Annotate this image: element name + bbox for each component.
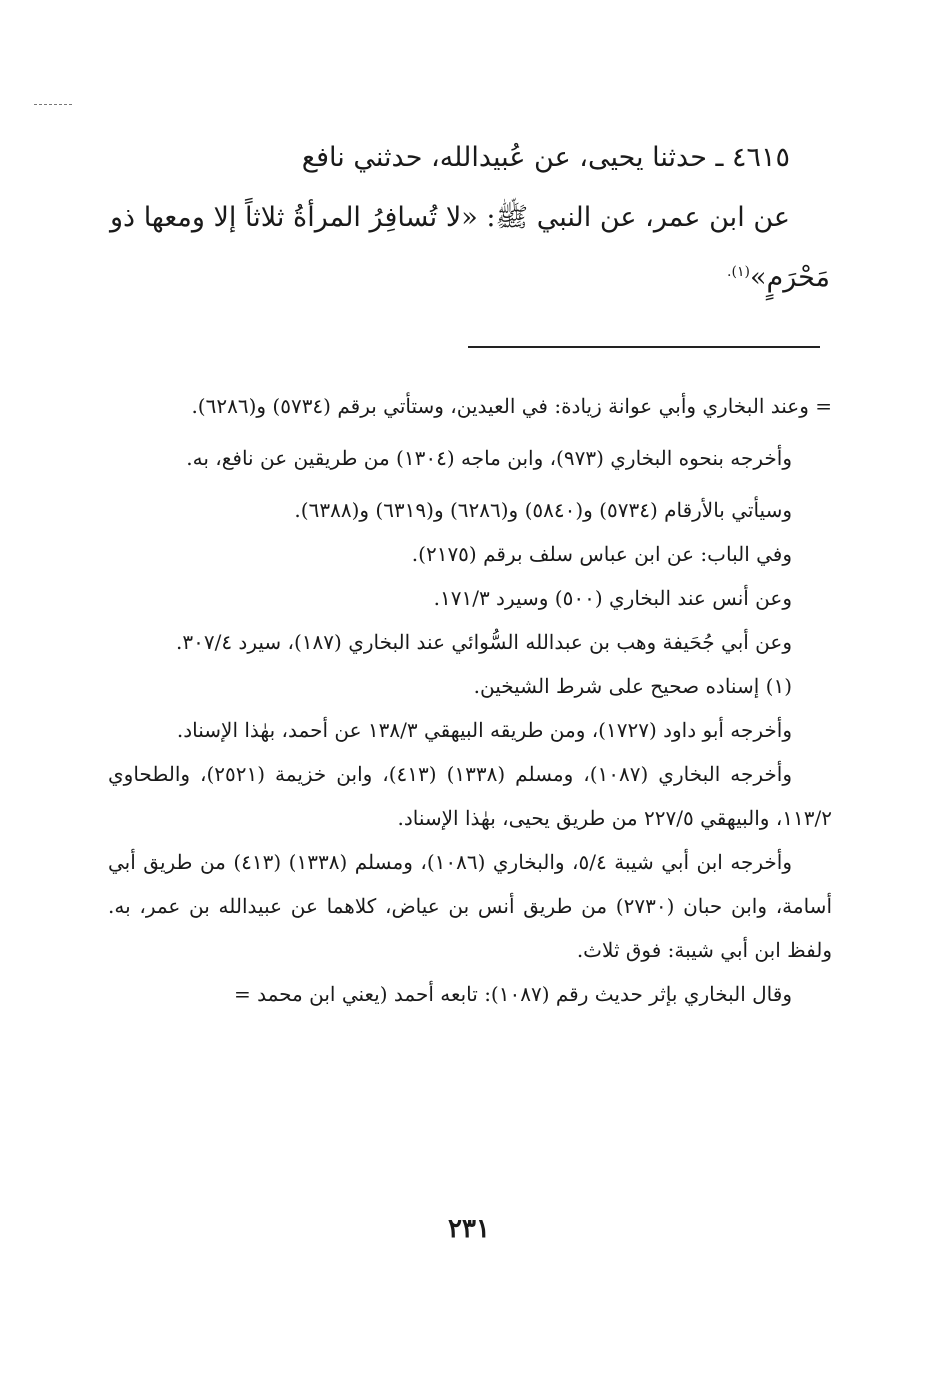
scan-edge-mark bbox=[34, 104, 72, 105]
footnote-paragraph: وسيأتي بالأرقام (٥٧٣٤) و(٥٨٤٠) و(٦٢٨٦) و(٦٣١٩) و(٦٣٨٨). bbox=[294, 498, 792, 522]
footnotes bbox=[108, 384, 832, 1016]
hadith-body-text: عن ابن عمر، عن النبي ﷺ: «لا تُسافِرُ المرأةُ ثلاثاً إلا ومعها ذو مَحْرَمٍ» bbox=[110, 202, 830, 293]
footnote-paragraph: (١) إسناده صحيح على شرط الشيخين. bbox=[473, 674, 792, 698]
footnote-paragraph: وأخرجه ابن أبي شيبة ٥/٤، والبخاري (١٠٨٦)، ومسلم (١٣٣٨) (٤١٣) من طريق أبي أسامة، وابن حبان (٢٧٣٠) من طريق أنس بن عياض، كلاهما عن عبيدالله بن عمر، به. ولفظ ابن أبي شيبة: فوق ثلاث. bbox=[108, 850, 832, 962]
footnote-reference: (١). bbox=[727, 264, 750, 280]
hadith-header: ٤٦١٥ ـ حدثنا يحيى، عن عُبيدالله، حدثني نافع bbox=[301, 142, 790, 173]
footnote-paragraph: وأخرجه بنحوه البخاري (٩٧٣)، وابن ماجه (١٣٠٤) من طريقين عن نافع، به. bbox=[186, 446, 792, 470]
footnote-paragraph: وأخرجه البخاري (١٠٨٧)، ومسلم (١٣٣٨) (٤١٣)، وابن خزيمة (٢٥٢١)، والطحاوي ١١٣/٢، والبيهقي ٢٢٧/٥ من طريق يحيى، بهٰذا الإسناد. bbox=[108, 762, 832, 830]
hadith-body bbox=[110, 188, 830, 308]
footnote-paragraph: وفي الباب: عن ابن عباس سلف برقم (٢١٧٥). bbox=[411, 542, 792, 566]
footnote-paragraph: وعن أبي جُحَيفة وهب بن عبدالله السُّوائي عند البخاري (١٨٧)، سيرد ٣٠٧/٤. bbox=[176, 630, 792, 654]
footnote-paragraph: وقال البخاري بإثر حديث رقم (١٠٨٧): تابعه أحمد (يعني ابن محمد = bbox=[233, 982, 792, 1006]
footnote-paragraph: = وعند البخاري وأبي عوانة زيادة: في العيدين، وستأتي برقم (٥٧٣٤) و(٦٢٨٦). bbox=[191, 394, 832, 418]
hadith-text bbox=[110, 128, 830, 308]
page-number: ٢٣١ bbox=[448, 1214, 490, 1244]
footnote-paragraph: وعن أنس عند البخاري (٥٠٠) وسيرد ١٧١/٣. bbox=[433, 586, 792, 610]
footnote-separator bbox=[468, 346, 820, 348]
footnote-paragraph: وأخرجه أبو داود (١٧٢٧)، ومن طريقه البيهقي ١٣٨/٣ عن أحمد، بهٰذا الإسناد. bbox=[176, 718, 792, 742]
